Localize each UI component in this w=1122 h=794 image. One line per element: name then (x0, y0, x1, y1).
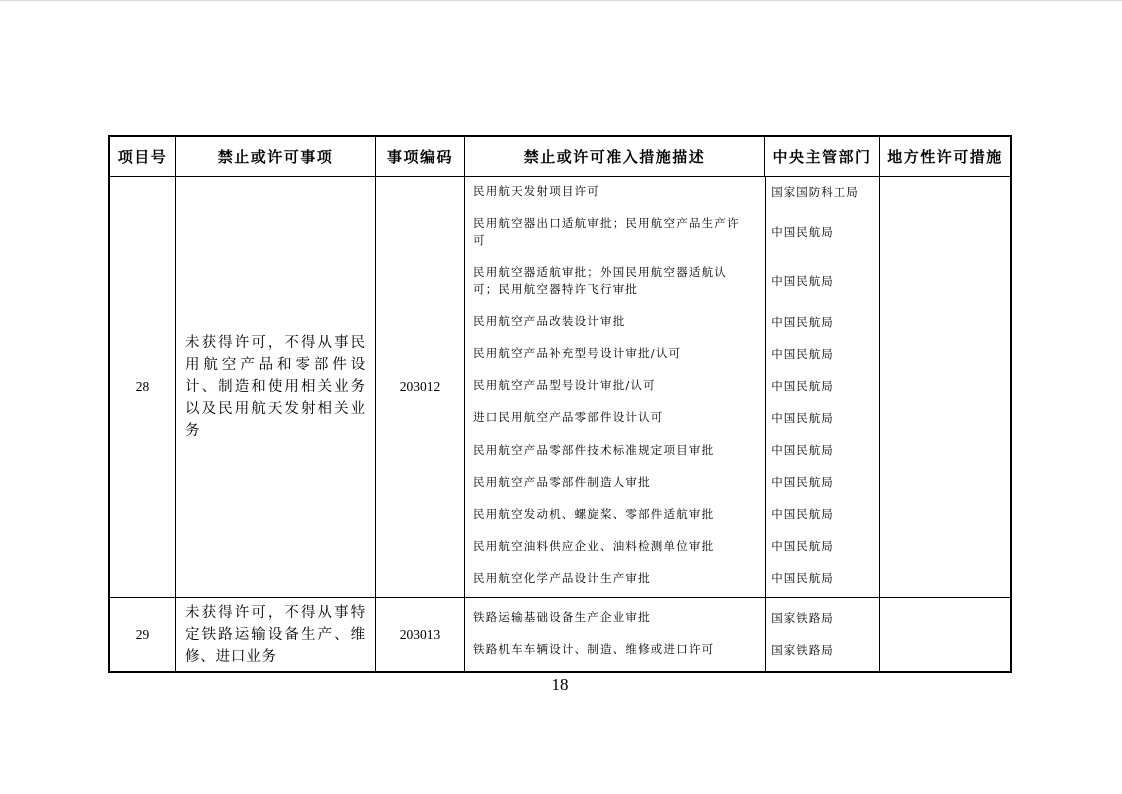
measures-cell (465, 598, 880, 671)
item-code-cell: 203012 (376, 177, 465, 597)
measure-row (465, 474, 879, 491)
header-local-measures: 地方性许可措施 (887, 148, 1003, 166)
measure-description: 进口民用航空产品零部件设计认可 (473, 410, 664, 425)
measure-row (465, 345, 879, 362)
measure-row (465, 570, 879, 587)
measure-description: 民用航空器适航审批；外国民用航空器适航认可；民用航空器特许飞行审批 (473, 265, 727, 297)
central-department: 中国民航局 (771, 346, 834, 361)
table-row (110, 177, 1010, 598)
measure-row (465, 641, 879, 658)
measure-description: 铁路机车车辆设计、制造、维修或进口许可 (473, 642, 715, 656)
central-department: 中国民航局 (771, 378, 834, 393)
measure-row (465, 609, 879, 626)
measure-row (465, 538, 879, 555)
central-department: 国家铁路局 (771, 642, 834, 657)
table-header-row (110, 137, 1010, 177)
central-department: 中国民航局 (771, 475, 834, 490)
central-department: 国家国防科工局 (771, 184, 859, 199)
header-central-dept: 中央主管部门 (765, 137, 880, 176)
measure-description: 民用航空发动机、螺旋桨、零部件适航审批 (473, 506, 715, 521)
prohibited-item-cell: 未获得许可，不得从事民用航空产品和零部件设计、制造和使用相关业务以及民用航天发射相关业务 (176, 177, 376, 597)
header-prohibited-item: 禁止或许可事项 (176, 137, 376, 176)
central-department: 中国民航局 (771, 539, 834, 554)
measure-description: 民用航空产品补充型号设计审批/认可 (473, 346, 682, 361)
item-code-cell: 203013 (376, 598, 465, 671)
central-department: 中国民航局 (771, 443, 834, 458)
measure-row (465, 183, 879, 200)
central-department: 中国民航局 (771, 225, 834, 240)
measure-row (465, 313, 879, 330)
central-department: 国家铁路局 (771, 610, 834, 625)
measure-description: 民用航空产品改装设计审批 (473, 314, 626, 329)
access-measures-table (108, 135, 1012, 673)
measure-description: 民用航天发射项目许可 (473, 184, 600, 198)
header-item-code: 事项编码 (376, 137, 465, 176)
central-department: 中国民航局 (771, 410, 834, 425)
prohibited-item-cell: 未获得许可，不得从事特定铁路运输设备生产、维修、进口业务 (176, 598, 376, 671)
header-item-number: 项目号 (110, 137, 176, 176)
measure-row (465, 506, 879, 523)
measure-description: 铁路运输基础设备生产企业审批 (473, 610, 651, 624)
measure-description: 民用航空产品零部件技术标准规定项目审批 (473, 442, 715, 457)
central-department: 中国民航局 (771, 507, 834, 522)
table-row (110, 598, 1010, 671)
page-number: 18 (551, 675, 569, 694)
local-measures-cell (880, 598, 1010, 671)
local-measures-cell (880, 177, 1010, 597)
header-measure-desc: 禁止或许可准入措施描述 (465, 137, 765, 176)
measures-cell (465, 177, 880, 597)
central-department: 中国民航局 (771, 571, 834, 586)
item-number-cell: 29 (110, 598, 176, 671)
measure-row (465, 409, 879, 426)
central-department: 中国民航局 (771, 314, 834, 329)
measure-description: 民用航空化学产品设计生产审批 (473, 570, 651, 585)
measure-description: 民用航空器出口适航审批；民用航空产品生产许可 (473, 216, 740, 248)
measure-row (465, 442, 879, 459)
item-number-cell: 28 (110, 177, 176, 597)
measure-row (465, 377, 879, 394)
central-department: 中国民航局 (771, 274, 834, 289)
measure-description: 民用航空油料供应企业、油料检测单位审批 (473, 538, 715, 553)
measure-description: 民用航空产品零部件制造人审批 (473, 474, 651, 489)
measure-row (465, 264, 879, 298)
measure-row (465, 215, 879, 249)
measure-description: 民用航空产品型号设计审批/认可 (473, 378, 656, 393)
